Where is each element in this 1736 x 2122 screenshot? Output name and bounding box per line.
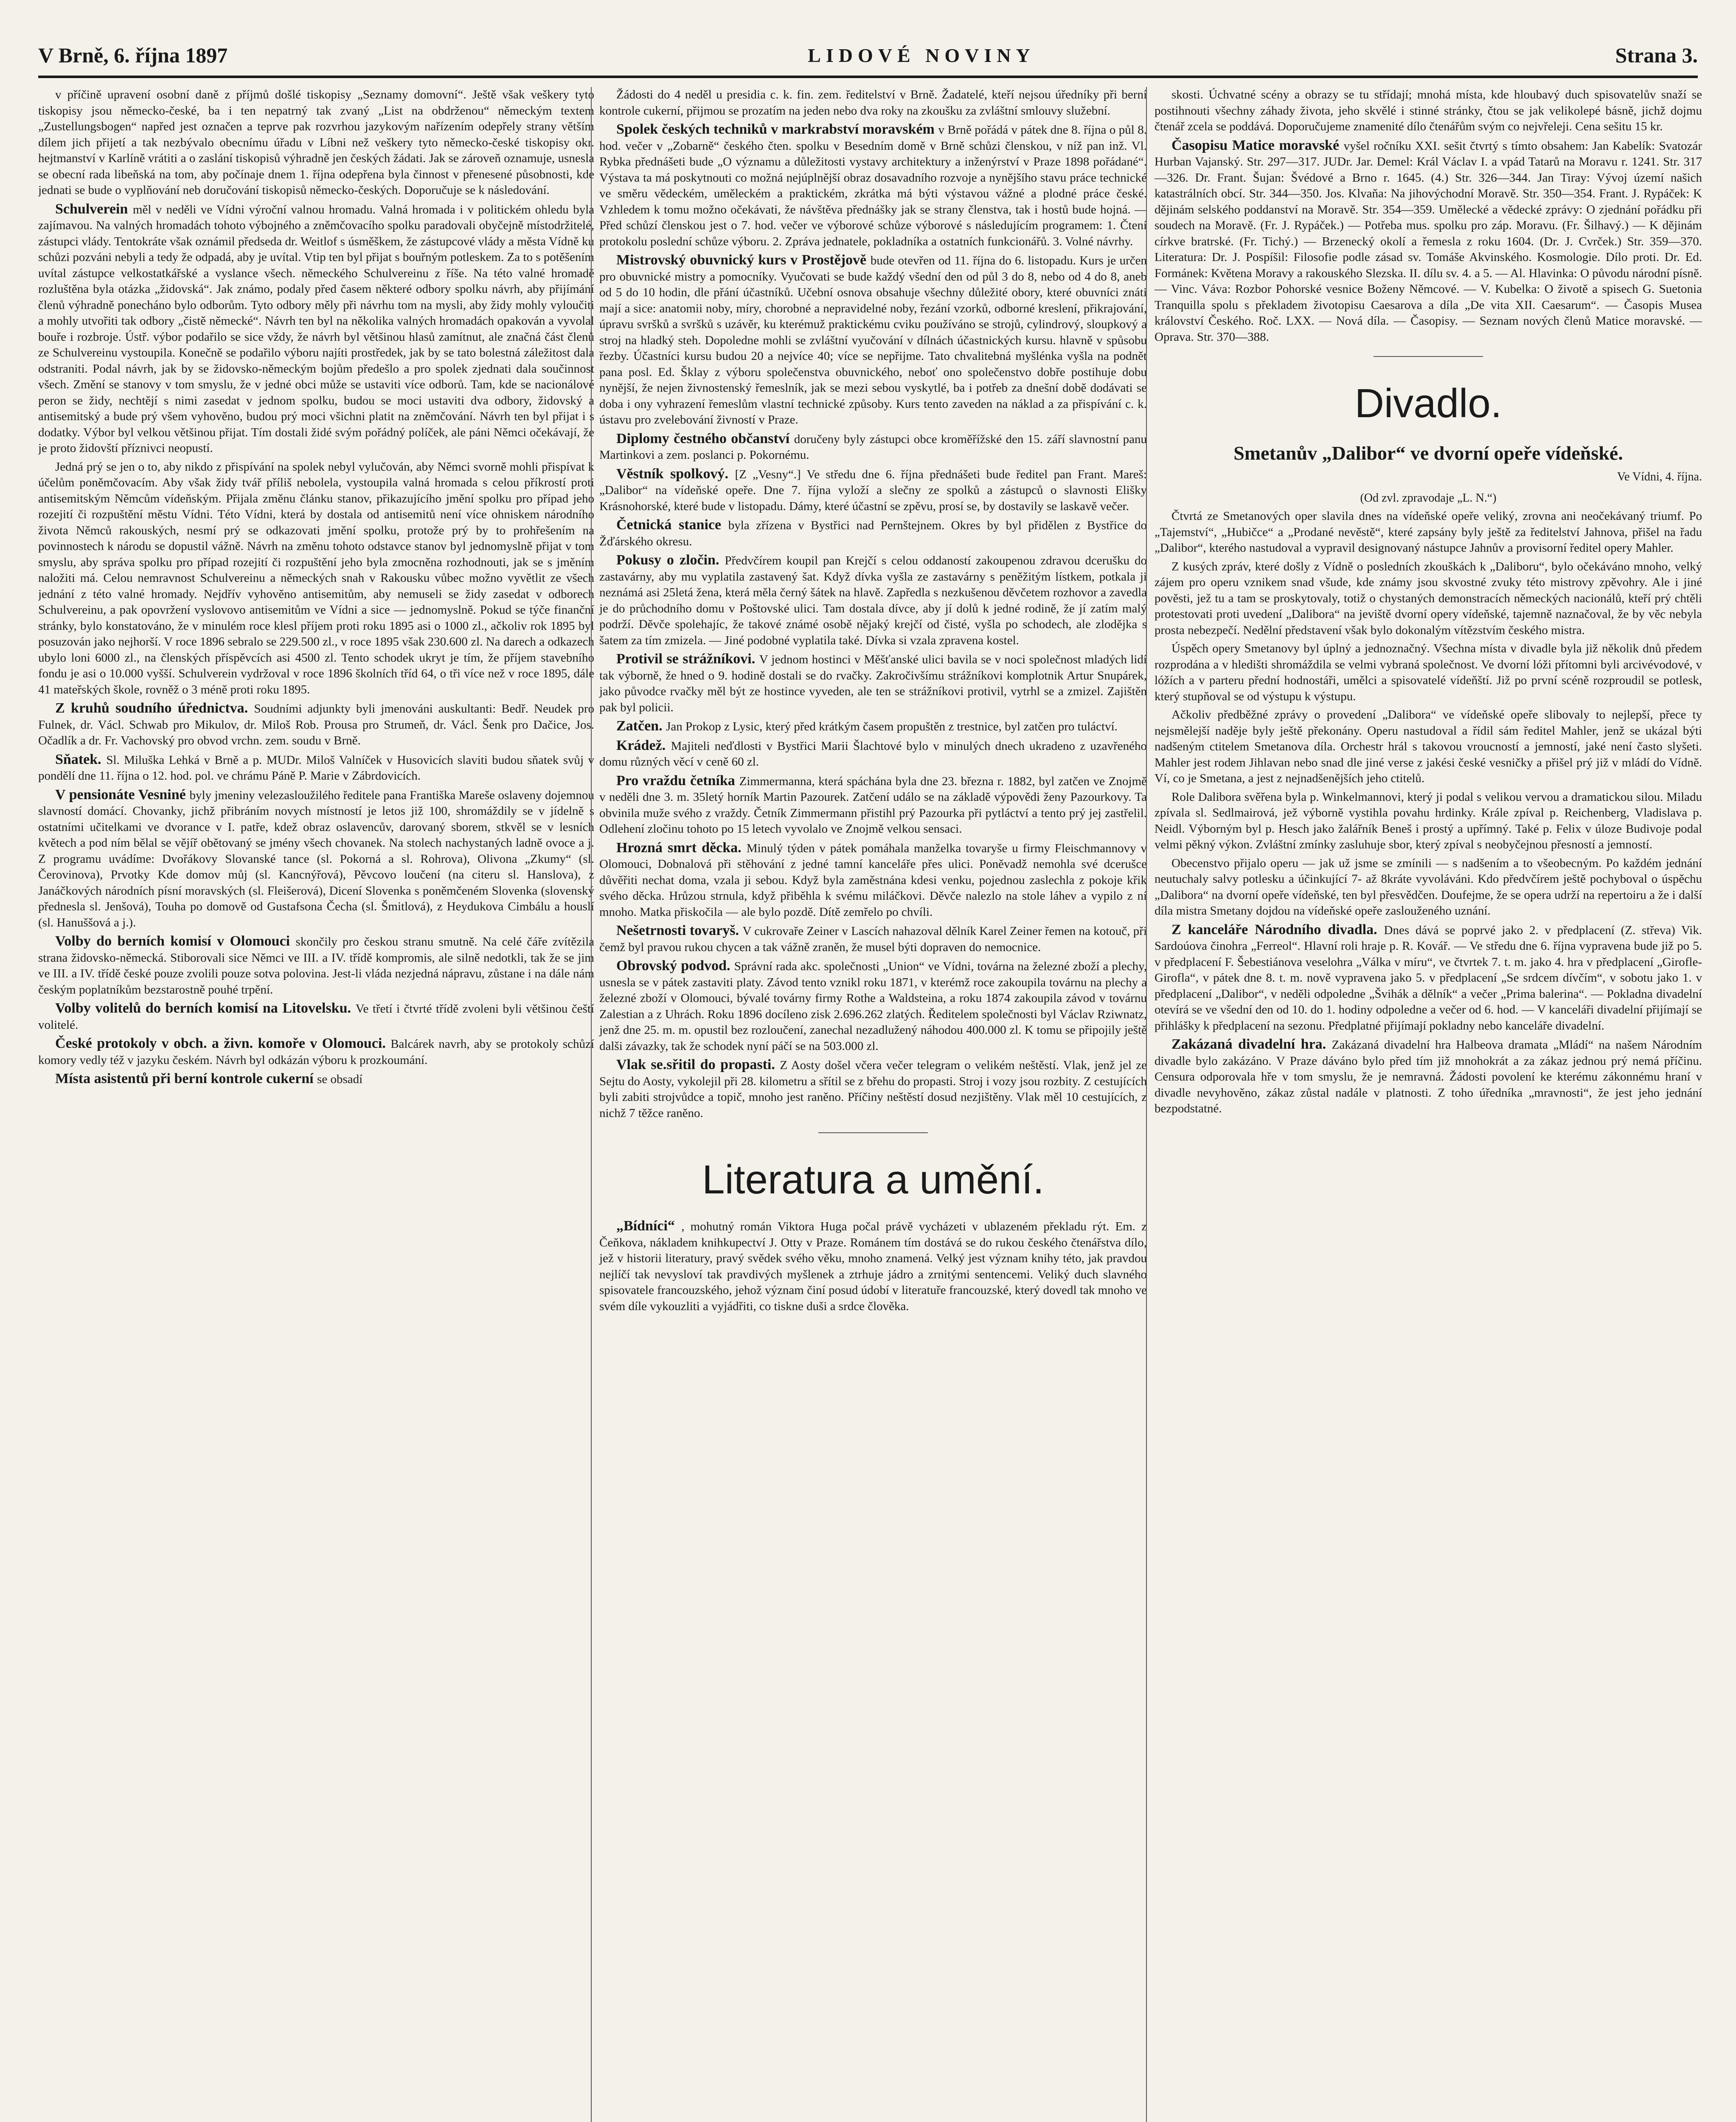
article-text: Majiteli neďdlosti v Bystřici Marii Šlachtové bylo v minulých dnech ukradeno z uzavřeného domu různých věcí v ceně 60 zl. [599, 739, 1147, 769]
article-text: Zimmermanna, která spáchána byla dne 23. března r. 1882, byl zatčen ve Znojmě v neděli dne 3. m. 35letý horník Martin Pazourek. Zatčení událo se na základě výpovědi ženy Pazourkovy. Ta obvinila muže svého z vraždy. Četník Zimmermann přistihl prý Pazourka při pytláctví a tento prý jej zastřelil. Odlehení zločinu tohoto po 15 letech vyvolalo ve Znojmě velkou sensaci. [599, 774, 1147, 836]
article-text: Zakázaná divadelní hra Halbeova dramata „Mládí“ na našem Národním divadle bylo zakázáno. V Praze dáváno bylo před tím již mnohokrát a za zákaz jednou prý nemá příčinu. Censura odporovala hře v tom smyslu, že je nemravná. Žádosti povolení ke kterému zákonnému hraní v divadle nevyhověno, zákaz zůstal nadále v platnosti. Z toho úředníka „mravnosti“, že jest jeho jednání bezpodstatné. [1155, 1038, 1702, 1115]
column-2 [591, 87, 1147, 2122]
section-divider [818, 1132, 928, 1133]
article-text: skončily pro českou stranu smutně. Na celé čáře zvítězila strana židovsko-německá. Stiborovali sice Němci ve III. a IV. třídě kompromis, ale silně nedotkli, tak že se jim ve III. a IV. třídě české pouze zvolili pouze sotva polovina. Jest-li vláda nezjedná nápravu, zůstane i na dále nám českým poplatníkům bezstarostně pouhé trpění. [38, 935, 594, 996]
article-paragraph [38, 459, 594, 698]
article-paragraph [38, 87, 594, 199]
article-heading: Obrovský podvod. [616, 958, 734, 974]
column-3 [1146, 87, 1702, 2122]
article-heading: Vlak se.sřitil do propasti. [616, 1057, 780, 1072]
article-heading: Volby volitelů do berních komisí na Litovelsku. [55, 1000, 356, 1016]
article-heading: Mistrovský obuvnický kurs v Prostějově [616, 252, 871, 268]
article-paragraph [599, 466, 1147, 515]
article-heading: Četnická stanice [616, 517, 728, 533]
article-paragraph [38, 1071, 594, 1088]
article-text: v příčině upravení osobní daně z příjmů došlé tiskopisy „Seznamy domovní“. Ještě však veškery tyto tiskopisy jsou německo-české, ba i ten nepatrný tak zvaný „List na obdrženou“ německým textem „Zustellungsbogen“ napřed jest označen a teprve pak rozvrhou jazykovým nařízením odepřely strany větším dílem jich přijetí a tak nezbývalo obecnímu úřadu v Líbni než veškery tyto německo-české tiskopisy okr. hejtmanství v Karlíně vrátiti a o zaslání tiskopisů výhradně jen českých žádati. Jak se zároveň oznamuje, usnesla se obecní rada libeňská na tom, aby počínaje dnem 1. října odepřena byla činnost v přenesené působnosti, kde jednati se bude o vyplňování neb doručování tiskopisů německo-českých. Doporučuje se k následování. [38, 88, 594, 197]
article-text: Soudními adjunkty byli jmenováni auskultanti: Bedř. Neudek pro Fulnek, dr. Václ. Schwab pro Mikulov, dr. Miloš Rob. Prousa pro Strumeň, dr. Václ. Šenk pro Dačice, Jos. Očadlík a dr. Fr. Vachovský pro obvod vrchn. zem. soudu v Brně. [38, 702, 594, 747]
article-paragraph [599, 431, 1147, 463]
article-heading: Z kruhů soudního úřednictva. [55, 700, 254, 716]
article-paragraph [38, 787, 594, 931]
article-paragraph [1155, 87, 1702, 135]
article-heading: Věstník spolkový. [616, 466, 735, 482]
section-title-literatura: Literatura a umění. [702, 1157, 1044, 1202]
section-title-divadlo: Divadlo. [1354, 381, 1502, 426]
article-text: Žádosti do 4 neděl u presidia c. k. fin. zem. ředitelství v Brně. Žadatelé, kteří nejsou úředníky při berní kontrole cukerní, přijmou se prozatím na jeden nebo dva roky na zkoušku za zvláštní smlouvy služební. [599, 88, 1147, 118]
dateline: Ve Vídni, 4. října. [1617, 470, 1702, 483]
article-text: měl v neděli ve Vídni výroční valnou hromadu. Valná hromada i v politickém ohledu byla zajímavou. Na valných hromadách tohoto výbojného a zněmčovacího spolku paradovali obyčejně místodržitelé, zástupci vlády. Tentokráte však oznámil předseda dr. Weitlof s úsměškem, že zástupcové vlády a města Vídně ku schůzi pozváni nebyli a tedy že odpadá, aby je uvítal. Vtip ten byl přijat s bouřným potleskem. Za to s potěšením uvítal zástupce velkostatkářské a vyslance všech. německého Schulvereinu z říše. Na této valné hromadě rozluštěna byla otázka „židovská“. Jak známo, podaly před časem některé odbory spolku návrh, aby přijímání členů výhradně ponecháno bylo odborům. Tyto odbory měly při návrhu tom na mysli, aby židy mohly vyloučiti a mohly utvořiti tak odbory „čistě německé“. Návrh ten byl na několika valných hromadách opakován a vyvolal bouře i rozbroje. Ústř. výbor podařilo se sice vždy, že návrh byl většinou hlasů zamítnut, ale značná část členů ze Schulvereinu vystoupila. Konečně se podařilo výboru najíti prostředek, jak by se tato bolestná záležitost dala odstraniti. Podal návrh, jak by se židovsko-německým bojům předešlo a pro spolek zjednati dala součinnost všech. Změní se stanovy v tom smyslu, že v jedné obci může se ustaviti více odborů. Tam, kde se nacionálové peron se židy, nechtějí s nimi zasedat v jednom spolku, budou se moci ustaviti dva odbory, židovský a antisemitský a bude prý všem vyhověno, budou prý moci všichni platit na zněmčování. Návrh ten byl přijat i s dodatky. Výbor byl velkou většinou přijat. Tím dostali židé svým pořádný políček, ale páni Němci očekávají, že je proto židovští příznivci neopustí. [38, 202, 594, 455]
article-text: Úspěch opery Smetanovy byl úplný a jednoznačný. Všechna místa v divadle byla již několik dnů předem rozprodána a v hledišti shromáždila se velmi vybraná společnost. Ve dvorní lóži přítomni byli arcivévodové, v lóžích a v parteru přední hodnostáři, umělci a spisovatelé vídeňští. Již po první scéně rozproudil se potlesk, který stupňoval se od výstupu k výstupu. [1155, 642, 1702, 703]
article-heading: Protivil se strážníkovi. [616, 651, 759, 667]
article-text: [Z „Vesny“.] Ve středu dne 6. října přednášeti bude ředitel pan Frant. Mareš: „Dalibor“ na vídeňské opeře. Dne 7. října vyloží a slečny ze spolků a zástupců o slavnosti Elišky Krásnohorské, které bude v listopadu. Dámy, které účastní se zpěvu, prosí se, by dostavily se laskavě večer. [599, 467, 1147, 513]
article-text: Předvčírem koupil pan Krejčí s celou oddaností zakoupenou zdravou dcerušku do zastavárny, aby mu vyplatila zastavený šat. Když dívka vyšla ze zastavárny s peněžitým lístkem, potkala ji neznámá asi 25letá žena, která měla černý šátek na hlavě. Zapředla s nezkušenou děvčetem rozhovor a zavedla je do průchodního domu v Poštovské ulici. Tam dostala dívce, aby jí dolů k jedné rodině, že jí zatím malý podrží. Děvče spolehajíc, že takové známé osobě nějaký krejčí od čisté, vyšla po schodech, ale zlodějka s šatem za tím zmizela. — Jiné podobné vyplatila také. Dívka si vzala zpravena kostel. [599, 554, 1147, 647]
article-paragraph [599, 958, 1147, 1054]
article-text: V jednom hostinci v Měšťanské ulici bavila se v noci společnost mladých lidí tak výborně, že hned o 9. hodině dostali se do rvačky. Zakročivšímu strážníkovi komplotnik Artur Snupárek, jako původce rvačky měl být ze hostince vyveden, ale ten se strážníkovi protivil, vytrhl se a zmizel. Zajištěn pak byl policii. [599, 653, 1147, 714]
article-text: doručeny byly zástupci obce kroměřížské den 15. září slavnostní panu Martinkovi a zem. poslanci p. Pokornému. [599, 432, 1147, 462]
article-text: Z kusých zpráv, které došly z Vídně o posledních zkouškách k „Daliboru“, bylo očekáváno mnoho, velký zájem pro operu vznikem snad všude, kde známy jsou skvostné zvuky této mistrovy zpěvohry. Ale i jiné pověsti, jež tu a tam se proskytovaly, totiž o chystaných demonstracích německých nacionálů, kteří prý chtěli protestovati proti uvedení „Dalibora“ na jeviště dvorní opery vídeňské, tajemně naznačoval, že by věc nebyla prosta nebezpečí. Nedělní představení však bylo dokonalým vítězstvím českého mistra. [1155, 559, 1702, 637]
article-text: V cukrovaře Zeiner v Lascích nahazoval dělník Karel Zeiner řemen na kotouč, při čemž byl pravou rukou chycen a tak vážně zraněn, že musel býti dopraven do nemocnice. [599, 924, 1147, 954]
article-text: Balcárek navrh, aby se protokoly schůzí komory vedly též v jazyku českém. Návrh byl odkázán výboru k prozkoumání. [38, 1037, 594, 1067]
article-heading: Sňatek. [55, 751, 107, 767]
article-text: Ačkoliv předběžné zprávy o provedení „Dalibora“ ve vídeňské opeře slibovaly to nejlepší, přece ty nejsmělejší naděje byly ještě překonány. Operu nastudoval a řídil sám ředitel Mahler, jenž se ukázal býti nadšeným ctitelem Smetanova díla. Orchestr hrál s takovou vroucností a jemností, jaké není často slyšeti. Mahler jest rodem Jihlavan nebo snad dle jiné verse z jakési české vesničky a přišel prý již v mládí do Vídně. Ví, co je Smetana, a jest z nejnadšenějších jeho ctitelů. [1155, 708, 1702, 785]
article-heading: „Bídníci“ [616, 1218, 682, 1234]
article-paragraph [1155, 856, 1702, 919]
article-text: Správní rada akc. společnosti „Union“ ve Vídni, továrna na železné zboží a plechy, usnesla se v pátek zastaviti platy. Závod tento vznikl roku 1871, v kterémž roce zakoupila továrnu na plechy a železné zboží v Olomouci, bývalé továrny firmy Rothe a Waldsteina, a roku 1874 zakoupila závod v továrnu Zalestian a z Uhrách. Roku 1896 docíleno zisk 2.696.262 zlatých. Ředitelem společnosti byl Václav Rziwnatz, jenž dne 25. m. m. opustil bez rozloučení, zanechal nezadlužený náhodou 400.000 zl. K tomu se připojily ještě dalši závazky, tak že schodek nyní páčí se na 503.000 zl. [599, 960, 1147, 1053]
article-paragraph [599, 840, 1147, 921]
article-heading: Pokusy o zločin. [616, 552, 725, 568]
byline: (Od zvl. zpravodaje „L. N.“) [1360, 491, 1497, 505]
article-heading: České protokoly v obch. a živn. komoře v Olomouci. [55, 1036, 391, 1051]
article-paragraph [599, 87, 1147, 119]
article-paragraph [1155, 641, 1702, 705]
article-heading: Pro vraždu četníka [616, 772, 739, 789]
article-paragraph [599, 651, 1147, 716]
article-heading: Místa asistentů při berní kontrole cukerní [55, 1071, 317, 1086]
article-text: byly jmeniny velezasloužilého ředitele pana Františka Mareše oslaveny dojemnou slavností domácí. Chovanky, jichž přibráním novych místností je letos již 100, shromáždily se v jídelně s ostatními učitelkami ve dvorance v I. patře, kdež obraz oslavencův, darovaný sborem, stkvěl se v lesních květech a pod ním bělal se vějíř obětovaný se jmény všech chovanek. Na stolech nachystaných ladně ovoce a j. Z programu uvádíme: Dvořákovy Slovanské tance (sl. Pokorná a sl. Rohrova), Olivona „Zkumy“ (sl. Čerovinova), Prvotky Kde domov můj (sl. Kancnýřová), Pěvcovo loučení (na citeru sl. Hanslova), z Janáčkových národních písní moravských (sl. Fleišerová), Dicení Slovenka s poněmčeném Slovenka (slovenský přednesla sl. Jenšová), Touha po domově od Gustafsona Čecha (sl. Šmitlová), z Heydukova Cimbálu a houslí (sl. Hanuššová a j.). [38, 788, 594, 929]
article-text: bude otevřen od 11. října do 6. listopadu. Kurs je určen pro obuvnické mistry a pomocníky. Vyučovati se bude každý všední den od půl 3 do 8, nebo od 4 do 8, aneb od 5 do 10 hodin, dle přání účastníků. Učební osnova obsahuje všechny důležité obory, které obuvníci znáti mají a sice: anatomii noby, míry, chorobné a nepravidelné noby, řezání vzorků, odborné kreslení, přikrajování, úpravu svršků a svršků s uzávěr, ku kterémuž praktickému cviku používáno se strojů, cylindrový, sloupkový a stroj na hladký steh. Dopoledne mohli se zvláštní vyučování v dílnách účastnických kursu. hlavně v spůsobu řezby. Účastníci kursu budou 20 a nejvíce 40; více se nepřijme. Tato chvalitebná myšlénka vyšla na podnět pana posl. Ed. Šklay z výboru společenstva obuvnického, neboť ono společenstvo dobře postihuje dobu nynější, že nejen živnostenský řemeslník, jak se mezi sebou vyskytlé, ba i potřeb za dnešní době dodávati se doba i ony vyhrazení řemeslům vlastní technické způsoby. Kurs tento zaveden na náklad a za přispívání c. k. ústavu pro zvelebování živností v Praze. [599, 254, 1147, 427]
article-heading: Diplomy čestného občanství [616, 430, 794, 446]
article-text: Jedná prý se jen o to, aby nikdo z přispívání na spolek nebyl vylučován, aby Němci svorně mohli přispívat k účelům poněmčovacím. Aby však židy tvář příliš nebolela, vystoupila valná hromada s celou příkrostí proti antisemitským Němcům vídeňským. Přijala změnu článku stanov, přikazujícího jmění spolku pro případ jeho rozejití či rozpuštění městu Vídni. Této Vídni, která by dostala od antisemitů není více ohniskem národního života Němců rakouských, nesmí prý se odkazovati jmění spolku, protože prý by to prohřešením na povinnostech k národu se dopustil vážně. Návrh na změnu tohoto odstavce stanov byl jednomyslně přijat v tom smyslu, aby správa spolku pro případ rozejití či rozpuštění jeho byla zmocněna rozhodnouti, jak se s jměním naložiti má. Celou nemravnost Schulvereinu a německých snah v Rakousku vůbec možno vyvětlit ze všech jednání z této valné hromady. Nejdřív vyhověno antisemitům, aby nemuseli se židy zasedat v odborech Schulvereinu, a pak opovržení vyslovovo antisemitům ve Vídni a sice — jednomyslně. Pokud se týče finanční stránky, bylo konstatováno, že v minulém roce klesl příjem proti roku 1895 asi o 1000 zl., ačkoliv rok 1895 byl posuzován jako nejhorší. V roce 1896 sebralo se 229.500 zl., v roce 1895 však 230.600 zl. Na darech a odkazech ubylo loni 6000 zl., na členských příspěvcích asi 4500 zl. Tento schodek ukryt je tím, že příjem stavebního fondu je asi o 10.000 vyšší. Schulverein vydržoval v roce 1896 školních tříd 64, o tři více než v roce 1895, dále 41 mateřských škole, rovněž o 3 méně proti roku 1895. [38, 460, 594, 696]
article-text: skosti. Úchvatné scény a obrazy se tu střídají; mnohá místa, kde hloubavý duch spisovatelův snaží se postihnouti všechny záhady života, jeho skvělé i stinné stránky, čtou se jak velikolepé básně, jichž dojmu čtenář zcela se poddává. Doporučujeme znamenité dílo čtenářům svým co nejvřeleji. Cena sešitu 15 kr. [1155, 88, 1702, 133]
article-heading: Zatčen. [616, 718, 666, 734]
article-heading: Časopisu Matice moravské [1171, 137, 1344, 153]
article-paragraph [38, 700, 594, 749]
article-heading: Nešetrnosti tovaryš. [616, 923, 743, 938]
article-text: Dnes dává se poprvé jako 2. v předplacení (Z. střeva) Vik. Sardoúova činohra „Ferreol“. Hlavní roli hraje p. R. Kovář. — Ve středu dne 6. října vypravena bude již po 5. v předplacení F. Šebestiánova veselohra „Válka v míru“, ve čtvrtek 7. t. m. jako 4. hra v předplacení „Girofle-Girofla“, v pátek dne 8. t. m. nově vypravena jako 5. v předplacení „Se srdcem dívčím“, v sobotu jako 1. v předplacení „Dalibor“, v neděli odpoledne „Švihák a dělník“ a večer „Prima balerina“. — Pokladna divadelní otevírá se ve všední den od 10. do 1. hodiny odpoledne a večer od 6. hod. — V kanceláři divadelní přijímají se přihlášky k předplacení na sezonu. Předplatné přijímají pokladny nebo kanceláře divadelní. [1155, 923, 1702, 1033]
article-text: Ve třetí i čtvrté třídě zvoleni byli většinou čeští volitelé. [38, 1002, 594, 1032]
article-heading: V pensionáte Vesniné [55, 786, 190, 803]
article-paragraph [1155, 922, 1702, 1034]
article-paragraph [38, 1036, 594, 1068]
article-heading: Volby do berních komisí v Olomouci [55, 933, 296, 949]
page-number: Strana 3. [1615, 43, 1698, 67]
article-paragraph [599, 923, 1147, 955]
article-paragraph [599, 552, 1147, 648]
article-heading: Krádež. [616, 737, 671, 753]
article-text: Minulý týden v pátek pomáhala manželka tovaryše u firmy Fleischmannovy v Olomouci, Dobnalová při stěhování z jedné tamní kanceláře přes ulici. Poněvadž nemohla své dcerušce důvěřiti nechat doma, vzala ji sebou. Když byla zaměstnána kdesi venku, pojednou zaslechla z pokoje křik svého děcka. Hrůzou strnula, když přiběhla k svému miláčkovi. Děvče nalezlo na stole láhev a vypilo z ní mnoho. Matka přiskočila — ale bylo pozdě. Dítě zemřelo po chvíli. [599, 841, 1147, 919]
article-text: Role Dalibora svěřena byla p. Winkelmannovi, který ji podal s velikou vervou a dramatickou silou. Miladu zpívala sl. Sedlmairová, jež výborně vystihla povahu hrdinky. Krále zpíval p. Reichenberg, Vladislava p. Neidl. Výborným byl p. Hesch jako žalářník Beneš i prostý a upřímný. Také p. Felix v úloze Budivoje podal velmi pěkný výkon. Zvláštní zmínky zasluhuje sbor, který zpíval s neobyčejnou přesností a jemností. [1155, 790, 1702, 851]
article-text: Jan Prokop z Lysic, který před krátkým časem propuštěn z trestnice, byl zatčen pro tuláctví. [666, 720, 1118, 733]
article-paragraph [1155, 789, 1702, 853]
article-paragraph [599, 773, 1147, 837]
article-paragraph [1155, 138, 1702, 345]
article-text: se obsadí [317, 1072, 363, 1086]
column-1 [38, 87, 594, 2122]
article-paragraph [1155, 508, 1702, 556]
article-heading: Zakázaná divadelní hra. [1171, 1036, 1332, 1052]
masthead: LIDOVÉ NOVINY [808, 44, 1035, 66]
article-paragraph [599, 1218, 1147, 1314]
article-paragraph [599, 718, 1147, 735]
article-heading: Schulverein [55, 201, 133, 217]
article-paragraph [38, 752, 594, 784]
article-paragraph [599, 738, 1147, 770]
article-paragraph [38, 201, 594, 457]
article-text: byla zřízena v Bystřici nad Pernštejnem. Okres by byl přidělen z Bystřice do Žďárského okresu. [599, 519, 1147, 548]
article-text: Z Aosty došel včera večer telegram o velikém neštěstí. Vlak, jenž jel ze Sejtu do Aosty, vykolejil při 28. kilometru a sřítil se z břehu do propasti. Stroj i vozy jsou rozbity. Z cestujících byli zabiti strojvůdce a topič, mnoho jest raněno. Příčiny neštěstí dosud nezjištěny. Vlak měl 10 cestujících, z nichž 7 těžce raněno. [599, 1058, 1147, 1120]
article-text: Sl. Miluška Lehká v Brně a p. MUDr. Miloš Valníček v Husovicích slaviti budou sňatek svůj v pondělí dne 11. října o 12. hod. pol. ve chrámu Páně P. Marie v Zábrdovicích. [38, 753, 594, 783]
article-paragraph [38, 1000, 594, 1033]
section-divider [1374, 356, 1483, 357]
article-text: vyšel ročníku XXI. sešit čtvrtý s tímto obsahem: Jan Kabelík: Svatozár Hurban Vajanský. Str. 297—317. JUDr. Jar. Demel: Král Václav I. a vpád Tatarů na Moravu r. 1241. Str. 317—326. Dr. Frant. Šujan: Švédové a Brno r. 1645. (4.) Str. 326—344. Jan Tiray: Vývoj území našich katastrálních obcí. Str. 344—350. Jos. Klvaňa: Na jihovýchodní Moravě. Str. 350—354. Frant. J. Rypáček: K dějinám selského poddanství na Moravě. Str. 354—359. Umělecké a vědecké zprávy: O zjednání pořádku při soudech na Moravě. (Fr. J. Rypáček.) — Potřeba mus. spolku pro záp. Moravu. (Fr. Šilhavý.) — K dějinám církve bratrské. (Fr. Tichý.) — Brzenecký okolí a řemesla z roku 1604. (Dr. J. Cvrček.) Str. 359—370. Literatura: Dr. J. Pospíšil: Filosofie podle zásad sv. Tomáše Akvinského. Kosmologie. Dílo proti. Dr. Ed. Formánek: Květena Moravy a rakouského Slezska. II. dílu sv. 4. a 5. — Al. Hlavinka: O původu národní písně. — Vinc. Váva: Rozbor Pohorské vesnice Boženy Němcové. — V. Kubelka: O životě a spisech G. Suetonia Tranquilla spolu s překladem životopisu Caesarova a díla „De vita XII. Caesarum“. — Časopis Musea království Českého. Roč. LXX. — Nová díla. — Časopisy. — Seznam nových členů Matice moravské. — Oprava. Str. 370—388. [1155, 139, 1702, 344]
article-title-dalibor: Smetanův „Dalibor“ ve dvorní opeře vídeňské. [1233, 442, 1623, 464]
header-rule [38, 76, 1698, 78]
article-paragraph [599, 252, 1147, 428]
article-paragraph [599, 1057, 1147, 1121]
article-paragraph [1155, 559, 1702, 639]
article-paragraph [599, 121, 1147, 250]
page-header [38, 40, 1698, 70]
article-heading: Hrozná smrt děcka. [616, 839, 747, 856]
article-heading: Spolek českých techniků v markrabství moravském [616, 121, 938, 137]
article-paragraph [599, 517, 1147, 550]
article-text: Čtvrtá ze Smetanových oper slavila dnes na vídeňské opeře veliký, zrovna ani neočekávaný triumf. Po „Tajemství“, „Hubičce“ a „Prodané nevěstě“, které zapsány byly ještě za ředitelství Jahnova, přišel na řadu „Dalibor“, kterého nastudoval a vypravil designovaný nástupce Jahnův a provisorní ředitel opery Mahler. [1155, 509, 1702, 555]
article-text: Obecenstvo přijalo operu — jak už jsme se zmínili — s nadšením a to všeobecným. Po každém jednání neutuchaly salvy potlesku a účinkující 7- až 8kráte vyvoláváni. Kdo předvčírem ještě pochyboval o úspěchu „Dalibora“ na dvorní opeře vídeňské, ten byl přesvědčen. Doufejme, že se opera udrží na repertoiru a že i další díla mistra Smetany dojdou na vídeňské opeře zaslouženého uznání. [1155, 856, 1702, 918]
article-text: v Brně pořádá v pátek dne 8. října o půl 8. hod. večer v „Zobarně“ českého čten. spolku v Besedním domě v Brně schůzi členskou, v níž pan inž. Vl. Rybka přednášeti bude „O významu a důležitosti vystavy architektury a inženýrství v Praze 1898 pořádané“. Výstava ta má poskytnouti co možná nejúplnější obraz dosavadního rozvoje a nynějšího stavu práce technické ve směru vědeckém, uměleckém a praktickém, zkrátka má býti výstavou vážné a plodné práce české. Vzhledem k tomu možno očekávati, že návštěva přednášky jak se strany členstva, tak i hostů bude hojná. — Před schůzí členskou jest o 7. hod. večer ve výborové schůze výborové s následujícím programem: 1. Čtení protokolu poslední schůze výboru. 2. Zpráva jednatele, pokladníka a ostatních funkcionářů. 3. Volné návrhy. [599, 123, 1147, 248]
article-paragraph [1155, 1036, 1702, 1117]
article-heading: Z kanceláře Národního divadla. [1171, 921, 1384, 937]
article-paragraph [38, 933, 594, 998]
article-text: , mohutný román Viktora Huga počal právě vycházeti v ublazeném překladu rýt. Em. z Čeňkova, nákladem knihkupectví J. Otty v Praze. Románem tím dostává se do rukou českého čtenářstva dílo, jež v historii literatury, pravý svědek svého věku, mnoho znamená. Velký jest význam knihy této, jak pravdou nejlíčí tak nevysloví tak pravdivých myšlenek a ztrhuje jádro a zrnitými sentencemi. Veliký duch slavného spisovatele francouzského, jehož význam činí posud údobí v literatuře francouzské, který dovedl tak mnoho ve svém díle vykouzliti a vyjádřiti, co tiskne duši a srdce člověka. [599, 1220, 1147, 1313]
article-paragraph [1155, 707, 1702, 787]
header-date: V Brně, 6. října 1897 [38, 43, 228, 67]
